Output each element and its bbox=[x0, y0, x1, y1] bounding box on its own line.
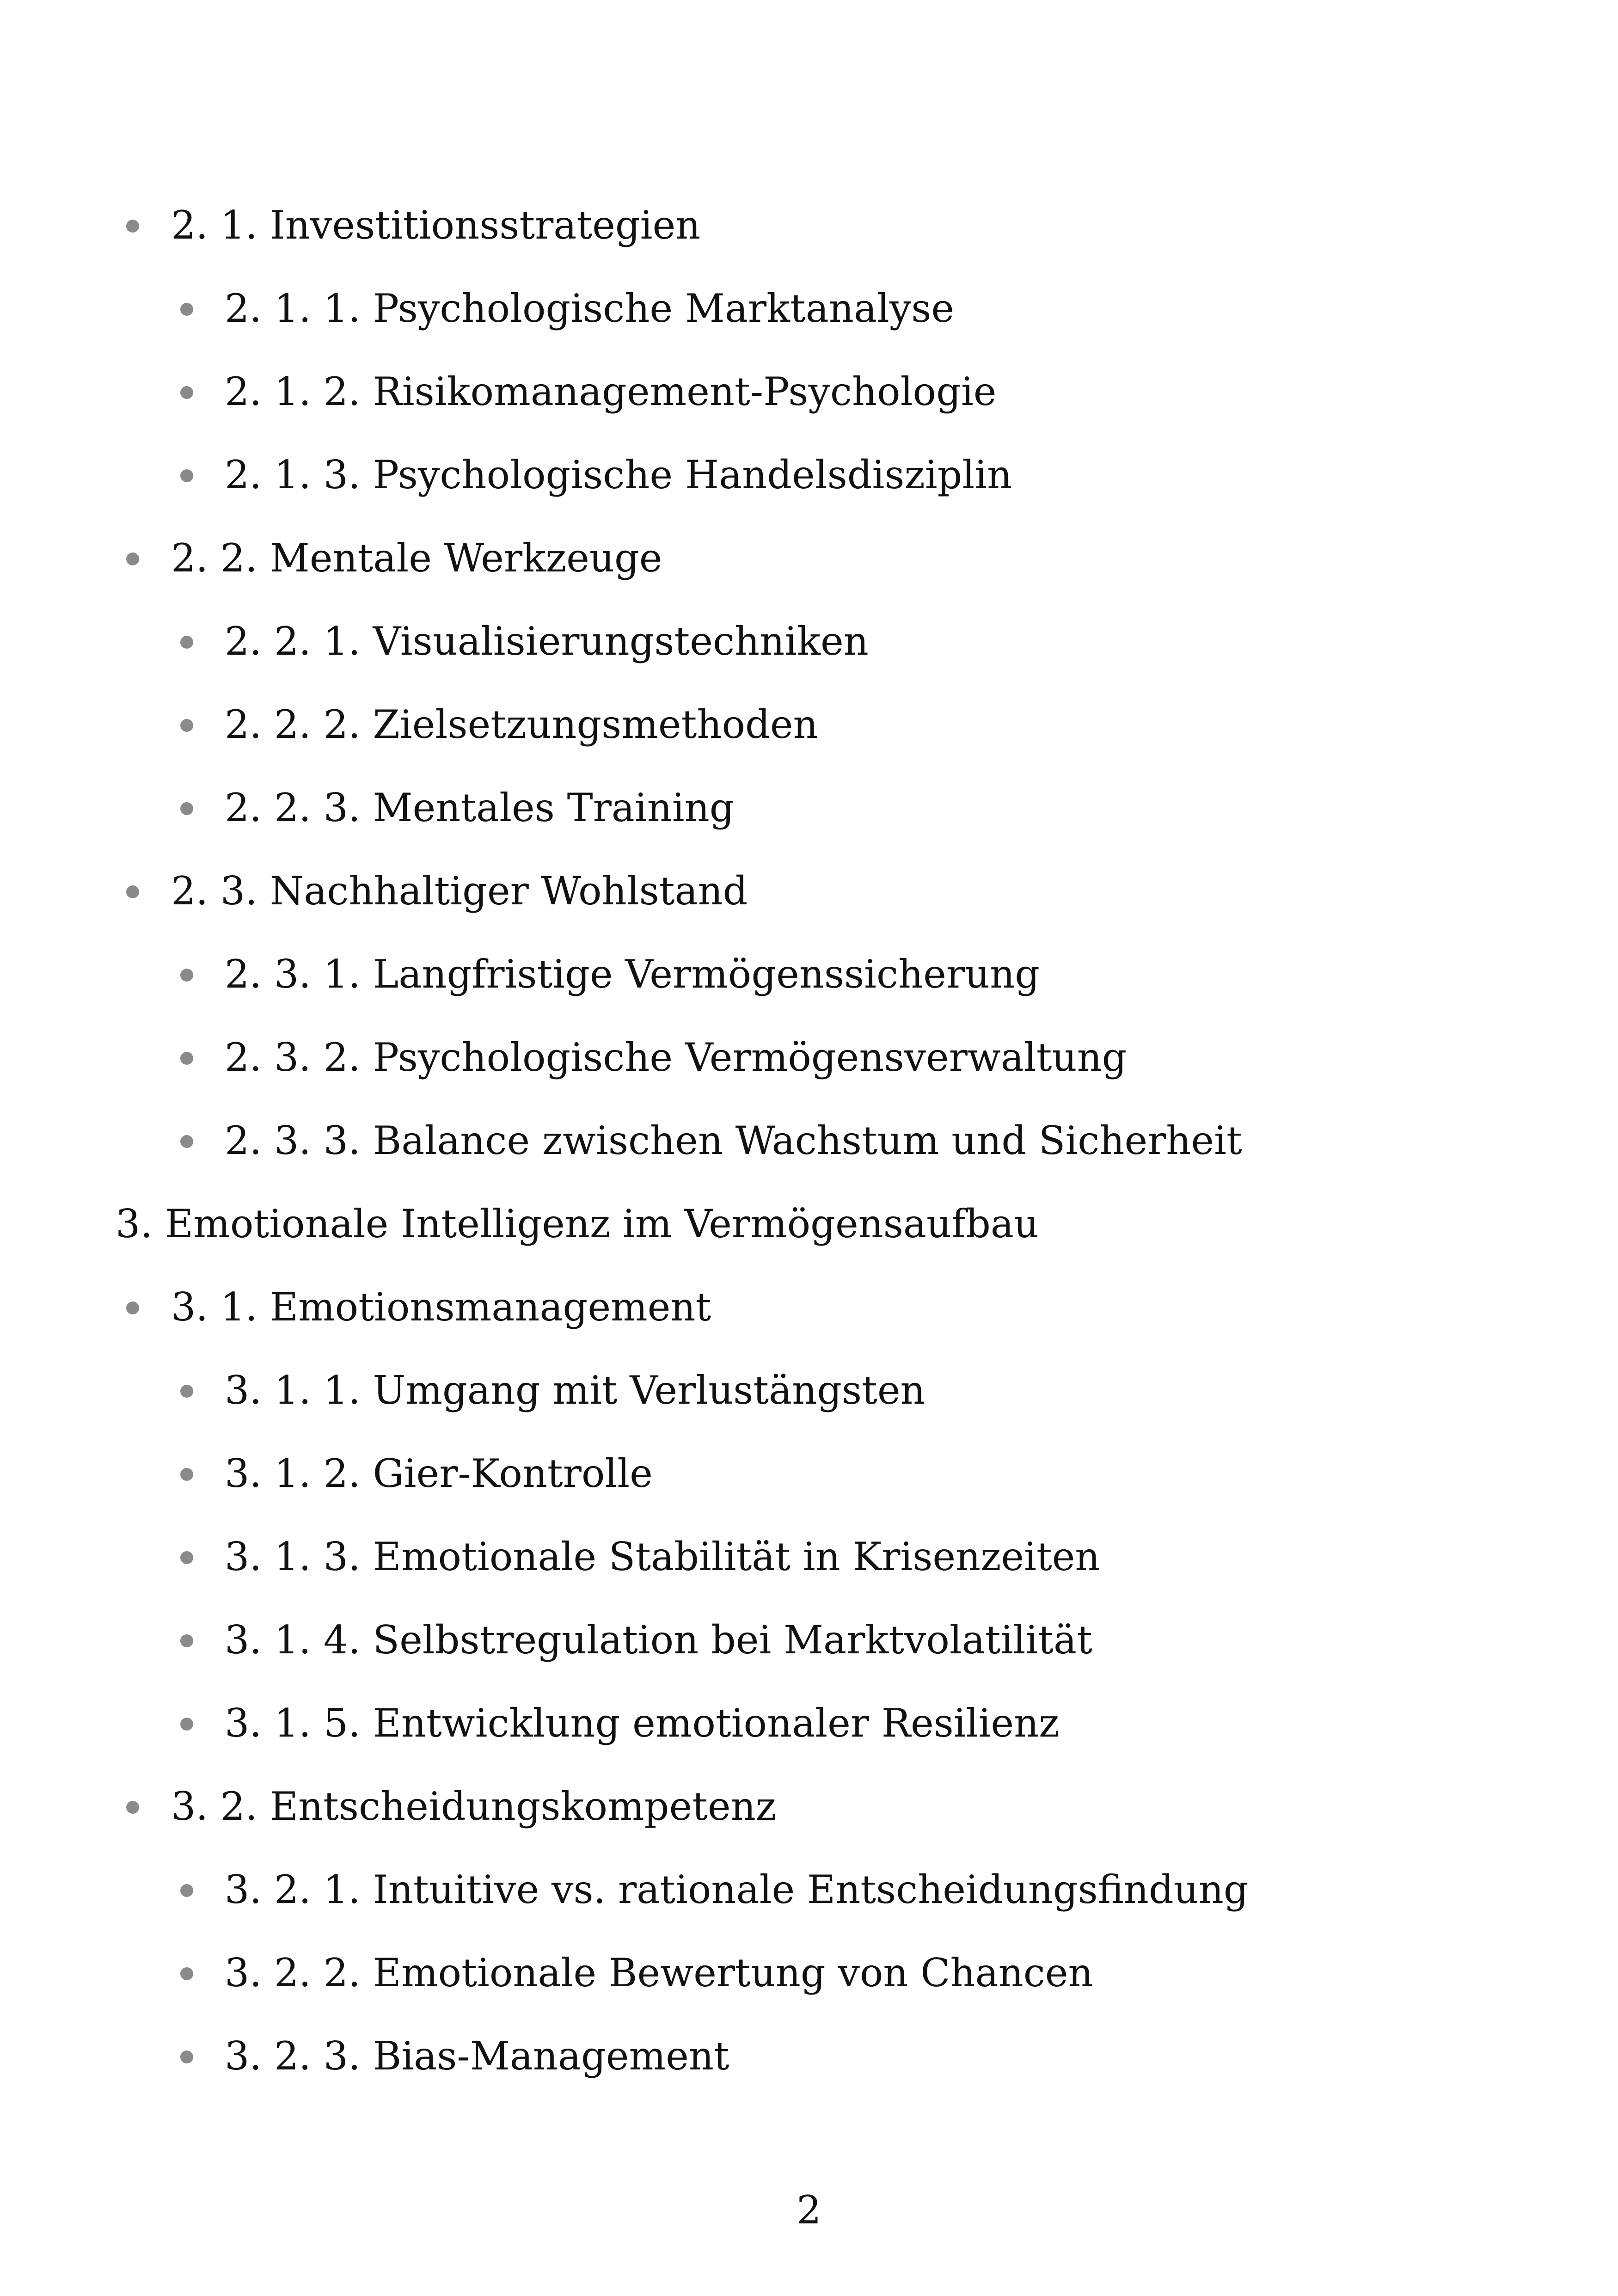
bullet-icon bbox=[126, 553, 139, 565]
toc-entry-text: 3. 1. 4. Selbstregulation bei Marktvolatilität bbox=[225, 1617, 1092, 1663]
toc-entry-text: 3. 1. 1. Umgang mit Verlustängsten bbox=[225, 1368, 925, 1413]
toc-entry-text: 3. 2. Entscheidungskompetenz bbox=[171, 1784, 776, 1829]
bullet-icon bbox=[180, 719, 193, 732]
bullet-icon bbox=[180, 303, 193, 316]
toc-entry-text: 2. 2. Mentale Werkzeuge bbox=[171, 535, 662, 581]
toc-entry bbox=[225, 1950, 1093, 1995]
toc-entry bbox=[225, 286, 955, 331]
toc-entry bbox=[225, 1118, 1242, 1163]
bullet-icon bbox=[180, 1385, 193, 1398]
toc-entry-text: 2. 1. 1. Psychologische Marktanalyse bbox=[225, 286, 955, 331]
toc-entry-text: 3. 2. 3. Bias-Management bbox=[225, 2033, 729, 2079]
toc-entry-text: 3. 1. Emotionsmanagement bbox=[171, 1284, 711, 1330]
toc-entry bbox=[171, 1284, 711, 1330]
bullet-icon bbox=[180, 1551, 193, 1564]
toc-entry-text: 2. 3. 1. Langfristige Vermögenssicherung bbox=[225, 952, 1040, 997]
bullet-icon bbox=[180, 1468, 193, 1481]
toc-entry-text: 2. 1. 3. Psychologische Handelsdisziplin bbox=[225, 452, 1012, 497]
toc-entry-text: 2. 2. 2. Zielsetzungsmethoden bbox=[225, 702, 818, 747]
toc-entry bbox=[171, 535, 662, 581]
toc-entry bbox=[225, 619, 869, 664]
toc-entry-text: 2. 2. 3. Mentales Training bbox=[225, 785, 735, 830]
bullet-icon bbox=[180, 802, 193, 815]
bullet-icon bbox=[126, 885, 139, 898]
toc-entry-text: 2. 3. 2. Psychologische Vermögensverwaltung bbox=[225, 1035, 1127, 1080]
bullet-icon bbox=[180, 1634, 193, 1647]
toc-entry bbox=[225, 369, 997, 414]
toc-entry-text: 2. 1. 2. Risikomanagement-Psychologie bbox=[225, 369, 997, 414]
bullet-icon bbox=[180, 1052, 193, 1065]
toc-entry bbox=[225, 2033, 729, 2079]
toc-entry bbox=[225, 785, 735, 830]
bullet-icon bbox=[126, 1801, 139, 1814]
toc-entry bbox=[225, 1534, 1100, 1579]
toc-entry bbox=[225, 1368, 925, 1413]
toc-entry-text: 2. 3. Nachhaltiger Wohlstand bbox=[171, 868, 748, 914]
toc-entry bbox=[225, 452, 1012, 497]
toc-entry bbox=[171, 1784, 776, 1829]
toc-entry bbox=[171, 868, 748, 914]
toc-entry bbox=[171, 203, 701, 248]
page-number: 2 bbox=[797, 2187, 821, 2233]
toc-entry bbox=[225, 1701, 1060, 1746]
bullet-icon bbox=[180, 469, 193, 482]
toc-entry-text: 3. 2. 2. Emotionale Bewertung von Chancen bbox=[225, 1950, 1093, 1995]
toc-entry-text: 2. 1. Investitionsstrategien bbox=[171, 203, 701, 248]
toc-entry bbox=[116, 1201, 1039, 1246]
toc-entry-text: 3. 2. 1. Intuitive vs. rationale Entscheidungsfindung bbox=[225, 1867, 1249, 1912]
bullet-icon bbox=[180, 636, 193, 649]
toc-entry bbox=[225, 952, 1040, 997]
bullet-icon bbox=[126, 1301, 139, 1314]
toc-entry-text: 2. 2. 1. Visualisierungstechniken bbox=[225, 619, 869, 664]
bullet-icon bbox=[180, 1718, 193, 1731]
bullet-icon bbox=[180, 1135, 193, 1148]
toc-entry-text: 3. 1. 2. Gier-Kontrolle bbox=[225, 1451, 653, 1496]
toc-entry bbox=[225, 1451, 653, 1496]
bullet-icon bbox=[180, 1884, 193, 1897]
bullet-icon bbox=[180, 969, 193, 982]
toc-entry bbox=[225, 1617, 1092, 1663]
toc-entry-text: 3. 1. 5. Entwicklung emotionaler Resilienz bbox=[225, 1701, 1060, 1746]
toc-entry bbox=[225, 702, 818, 747]
toc-entry bbox=[225, 1035, 1127, 1080]
bullet-icon bbox=[126, 220, 139, 233]
toc-entry-text: 2. 3. 3. Balance zwischen Wachstum und Sicherheit bbox=[225, 1118, 1242, 1163]
bullet-icon bbox=[180, 1967, 193, 1980]
toc-entry bbox=[225, 1867, 1249, 1912]
toc-entry-text: 3. 1. 3. Emotionale Stabilität in Krisenzeiten bbox=[225, 1534, 1100, 1579]
bullet-icon bbox=[180, 2050, 193, 2063]
bullet-icon bbox=[180, 386, 193, 399]
toc-entry-text: 3. Emotionale Intelligenz im Vermögensaufbau bbox=[116, 1201, 1039, 1246]
